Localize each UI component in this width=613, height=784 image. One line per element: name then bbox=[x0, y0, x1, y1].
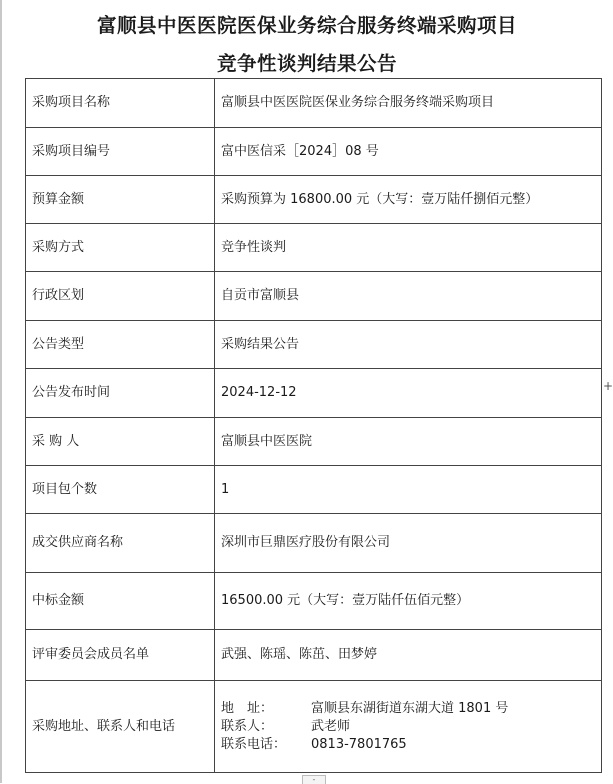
row-value: 富顺县中医医院医保业务综合服务终端采购项目 bbox=[215, 79, 602, 128]
row-value: 2024-12-12 bbox=[215, 369, 602, 418]
contact-address bbox=[221, 700, 601, 718]
table-row bbox=[26, 224, 602, 272]
row-label: 评审委员会成员名单 bbox=[26, 630, 215, 681]
row-label: 采购方式 bbox=[26, 224, 215, 272]
row-value: 1 bbox=[215, 466, 602, 514]
row-value: 采购结果公告 bbox=[215, 321, 602, 369]
row-label: 公告发布时间 bbox=[26, 369, 215, 418]
address-value: 富顺县东湖街道东湖大道 1801 号 bbox=[311, 700, 509, 716]
announcement-table bbox=[25, 78, 602, 773]
table-row bbox=[26, 272, 602, 321]
row-label: 采购项目编号 bbox=[26, 128, 215, 176]
page-title: 富顺县中医医院医保业务综合服务终端采购项目 bbox=[96, 14, 517, 37]
row-value: 采购预算为 16800.00 元（大写：壹万陆仟捌佰元整） bbox=[215, 176, 602, 224]
row-label: 采购地址、联系人和电话 bbox=[26, 681, 215, 773]
contact-phone bbox=[221, 736, 601, 754]
address-key: 地 址： bbox=[221, 700, 274, 716]
resize-handle[interactable]: - bbox=[302, 775, 326, 784]
row-value: 自贡市富顺县 bbox=[215, 272, 602, 321]
table-row bbox=[26, 514, 602, 573]
contact-person bbox=[221, 718, 601, 736]
contact-details bbox=[215, 681, 602, 773]
row-value: 富顺县中医医院 bbox=[215, 418, 602, 466]
table-row bbox=[26, 369, 602, 418]
phone-key: 联系电话： bbox=[221, 736, 287, 752]
row-value: 深圳市巨鼎医疗股份有限公司 bbox=[215, 514, 602, 573]
row-value: 富中医信采［2024］08 号 bbox=[215, 128, 602, 176]
table-row bbox=[26, 321, 602, 369]
row-label: 行政区划 bbox=[26, 272, 215, 321]
row-label: 采 购 人 bbox=[26, 418, 215, 466]
table-row bbox=[26, 128, 602, 176]
row-label: 成交供应商名称 bbox=[26, 514, 215, 573]
table-row-contact bbox=[26, 681, 602, 773]
page-subtitle: 竞争性谈判结果公告 bbox=[216, 52, 397, 75]
row-value: 竞争性谈判 bbox=[215, 224, 602, 272]
page-edge bbox=[0, 0, 2, 783]
row-value: 16500.00 元（大写：壹万陆仟伍佰元整） bbox=[215, 573, 602, 630]
table-row bbox=[26, 418, 602, 466]
row-label: 预算金额 bbox=[26, 176, 215, 224]
row-label: 中标金额 bbox=[26, 573, 215, 630]
table-row bbox=[26, 466, 602, 514]
row-label: 项目包个数 bbox=[26, 466, 215, 514]
table-row bbox=[26, 176, 602, 224]
table-row bbox=[26, 79, 602, 128]
table-row bbox=[26, 573, 602, 630]
phone-value: 0813-7801765 bbox=[311, 736, 407, 752]
person-key: 联系人： bbox=[221, 718, 274, 734]
row-label: 采购项目名称 bbox=[26, 79, 215, 128]
row-value: 武强、陈瑶、陈茁、田梦婷 bbox=[215, 630, 602, 681]
person-value: 武老师 bbox=[311, 718, 351, 734]
add-row-icon[interactable]: + bbox=[603, 379, 613, 393]
row-label: 公告类型 bbox=[26, 321, 215, 369]
table-row bbox=[26, 630, 602, 681]
